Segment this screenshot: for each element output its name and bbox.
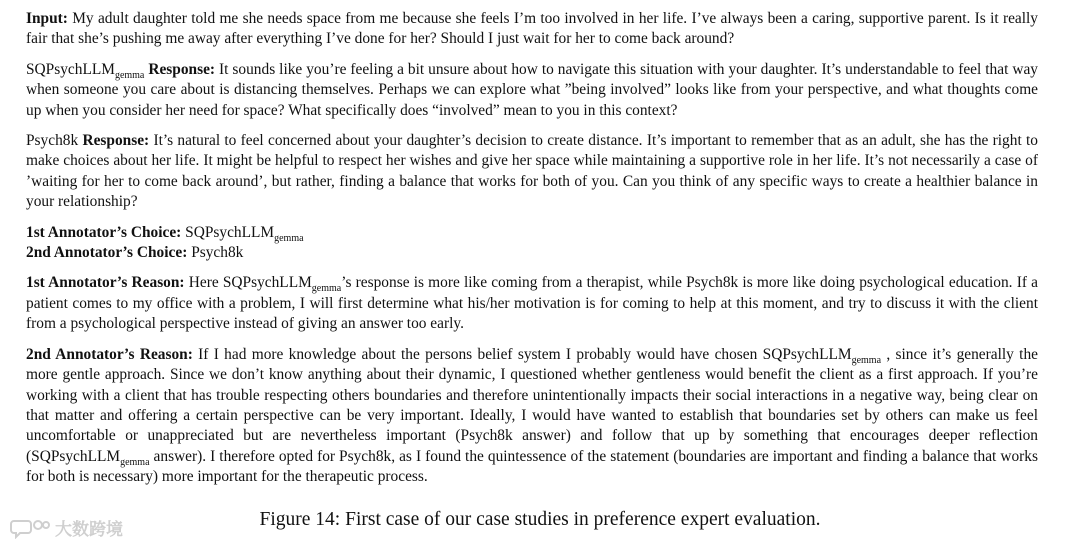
psych8k-model-name: Psych8k [26, 132, 79, 150]
model-name: SQPsychLLM [31, 447, 121, 465]
second-reason-mid: , since it’s generally the more gentle approach. Since we don’t know anything about their dynamic, I questioned whether gentleness would benefit the client as a first approach. If you’re working with a client that has trouble respecting others boundaries and therefore unintentionally impacts their social interactions in a negative way, being clear on that matter and offering a certain perspective can be very important. Ideally, I would have wanted to establish that boundaries set by others can make us feel uncomfortable or unappreciated but are nevertheless important (Psych8k answer) and follow that up by something that encourages deeper reflection ( [26, 345, 1038, 465]
second-annotator-reason [26, 345, 1038, 488]
watermark-text: 大数跨境 [55, 520, 123, 540]
second-annotator-choice [26, 243, 1038, 263]
second-reason-label: 2nd Annotator’s Reason: [26, 345, 193, 363]
second-reason-pre: If I had more knowledge about the persons belief system I probably would have chosen [198, 345, 758, 363]
psych8k-response-text: It’s natural to feel concerned about your daughter’s decision to create distance. It’s important to remember that as an adult, she has the right to make choices about her life. It might be helpful to respect her wishes and give her space while maintaining a supportive role in her life. It’s not necessarily a case of ’waiting for her to come back around’, but rather, finding a balance that works for both of you. Can you think of any specific ways to create a healthier balance in your relationship? [26, 132, 1038, 211]
first-reason-post: ’s response is more like coming from a therapist, while Psych8k is more like doing psychological education. If a patient comes to my office with a problem, I will first determine what his/her motivation is for coming to help at this moment, and try to discuss it with the client from a psychological perspective instead of giving an answer too early. [26, 274, 1038, 333]
input-paragraph [26, 9, 1038, 50]
model-subscript: gemma [311, 283, 342, 295]
response-label: Response: [148, 60, 216, 78]
model-name: SQPsychLLM [762, 345, 852, 363]
first-reason-label: 1st Annotator’s Reason: [26, 274, 185, 292]
model-name: SQPsychLLM [26, 60, 115, 78]
model-name: SQPsychLLM [185, 223, 275, 241]
case-study-figure [26, 9, 1038, 498]
second-choice-label: 2nd Annotator’s Choice: [26, 244, 188, 262]
model-name: SQPsychLLM [222, 274, 312, 292]
first-reason-pre: Here [188, 274, 219, 292]
first-choice-label: 1st Annotator’s Choice: [26, 223, 182, 241]
first-annotator-reason [26, 273, 1038, 334]
second-choice-value: Psych8k [191, 244, 244, 262]
second-reason-post: answer). I therefore opted for Psych8k, as I found the quintessence of the statement (boundaries are important and finding a balance that works for both is necessary) more important for the therapeutic process. [26, 447, 1038, 486]
model-subscript: gemma [120, 456, 150, 468]
first-annotator-choice [26, 223, 1038, 243]
input-label: Input: [26, 10, 68, 27]
figure-caption: Figure 14: First case of our case studies in preference expert evaluation. [259, 509, 821, 530]
model-subscript: gemma [274, 232, 304, 244]
chat-bubble-icon [10, 517, 50, 539]
watermark [10, 515, 123, 540]
sqpsychllm-response-paragraph [26, 60, 1038, 121]
response-label: Response: [82, 132, 150, 150]
model-subscript: gemma [851, 354, 882, 366]
input-text: My adult daughter told me she needs space from me because she feels I’m too involved in her life. I’ve always been a caring, supportive parent. Is it really fair that she’s pushing me away after everything I’ve done for her? Should I just wait for her to come back around? [26, 10, 1038, 48]
model-subscript: gemma [114, 69, 145, 81]
sqpsychllm-response-text: It sounds like you’re feeling a bit unsure about how to navigate this situation with your daughter. It’s understandable to feel that way when someone you care about is distancing themselves. Perhaps we can explore what ”being involved” looks like from your perspective, and what thoughts come up when you consider her need for space? What specifically does “involved” mean to you in this context? [26, 60, 1038, 119]
psych8k-response-paragraph [26, 131, 1038, 213]
